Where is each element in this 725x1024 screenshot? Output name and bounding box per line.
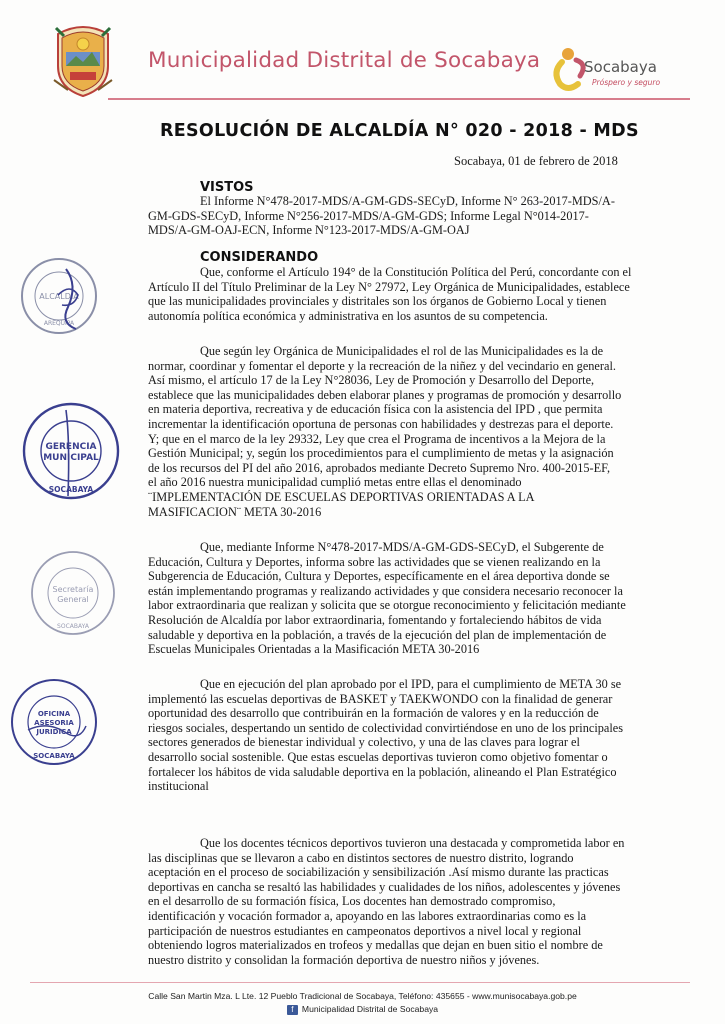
- vistos-paragraph: [148, 194, 654, 238]
- text-line: las disciplinas que se llevaron a cabo en distintos sectores de nuestro distrito, logrando: [148, 850, 574, 865]
- text-line: MASIFICACION¨ META 30-2016: [148, 504, 322, 519]
- text-line: Que, conforme el Artículo 194° de la Constitución Política del Perú, concordante con el: [200, 265, 632, 279]
- text-line: identificación y vocación formador a, apoyando en las labores extraordinarias como es la: [148, 908, 587, 923]
- resolution-title: RESOLUCIÓN DE ALCALDÍA N° 020 - 2018 - MDS: [160, 121, 639, 141]
- footer-social: [0, 1004, 725, 1015]
- text-line: autonomía política económica y administrativa en los asuntos de su competencia.: [148, 308, 548, 323]
- footer-divider: [30, 982, 690, 983]
- text-line: están implementando programas y realizando actividades y que considera necesario reconocer la: [148, 583, 623, 598]
- text-line: ¨IMPLEMENTACIÓN DE ESCUELAS DEPORTIVAS ORIENTADAS A LA: [148, 489, 535, 504]
- text-line: institucional: [148, 779, 209, 794]
- text-line: Y; que en el marco de la ley 29332, Ley que crea el Programa de incentivos a la Mejora de la: [148, 431, 606, 446]
- considerando-paragraph: [148, 836, 654, 967]
- date-line: Socabaya, 01 de febrero de 2018: [454, 154, 618, 168]
- text-line: Que los docentes técnicos deportivos tuvieron una destacada y comprometida labor en: [200, 836, 625, 850]
- text-line: implementó las escuelas deportivas de BASKET y TAEKWONDO con la finalidad de generar: [148, 691, 613, 706]
- considerando-paragraph: [148, 344, 654, 519]
- text-line: Así mismo, el artículo 17 de la Ley N°28036, Ley de Promoción y Desarrollo del Deporte,: [148, 373, 595, 388]
- considerando-paragraph: [148, 540, 654, 657]
- text-line: Gestión Municipal; y, según los procedimientos para el cumplimiento de metas y la asignación: [148, 446, 614, 461]
- text-line: Que, mediante Informe N°478-2017-MDS/A-GM-GDS-SECyD, el Subgerente de: [200, 540, 604, 554]
- facebook-icon: f: [287, 1005, 298, 1015]
- text-line: Subgerencia de Educación, Cultura y Deportes, específicamente en el área deportiva donde se: [148, 569, 610, 584]
- text-line: saludable y deportiva en la población, a través de la ejecución del plan de implementación de: [148, 627, 607, 642]
- text-line: establece que las municipalidades deben elaborar planes y programas de promoción y desarrollo: [148, 387, 622, 402]
- header-divider: [108, 98, 690, 100]
- text-line: el año 2016 nuestra municipalidad cumplió metas entre ellas el denominado: [148, 475, 522, 490]
- stamp-bottom-text: SOCABAYA: [57, 623, 89, 630]
- text-line: desarrollo social sostenible. Que estas escuelas deportivas tuvieron como objetivo fomentar o: [148, 749, 608, 764]
- text-line: GM-GDS-SECyD, Informe N°256-2017-MDS/A-GM-GDS; Informe Legal N°014-2017-: [148, 208, 589, 223]
- footer-social-name: Municipalidad Distrital de Socabaya: [301, 1004, 439, 1014]
- gerencia-municipal-stamp: [20, 400, 122, 502]
- stamp-center-text: General: [57, 595, 89, 604]
- stamp-bottom-text: SOCABAYA: [33, 752, 75, 760]
- text-line: fortalecer los hábitos de vida saludable deportiva en la población, alineando el Plan Estratégico: [148, 764, 617, 779]
- considerando-heading: CONSIDERANDO: [200, 250, 319, 265]
- text-line: sectores generados de bienestar individual y colectivo, y una de las claves para lograr el: [148, 735, 580, 750]
- text-line: Educación, Cultura y Deportes, informa sobre las actividades que se vienen realizando en la: [148, 554, 601, 569]
- brand-name: Socabaya: [584, 58, 657, 76]
- municipality-name: Municipalidad Distrital de Socabaya: [148, 48, 541, 73]
- text-line: Que según ley Orgánica de Municipalidades el rol de las Municipalidades es la de: [200, 344, 604, 358]
- text-line: en materia deportiva, recreativa y de educación física con la asistencia del IPD , que permita: [148, 402, 603, 417]
- brand-tagline: Próspero y seguro: [592, 78, 661, 87]
- text-line: Artículo II del Título Preliminar de la Ley N° 27972, Ley Orgánica de Municipalidades, establece: [148, 279, 630, 294]
- text-line: El Informe N°478-2017-MDS/A-GM-GDS-SECyD, Informe N° 263-2017-MDS/A-: [200, 194, 615, 208]
- secretaria-general-stamp: [28, 548, 118, 638]
- stamp-bottom-text: AREQUIPA: [43, 320, 75, 327]
- text-line: Que en ejecución del plan aprobado por el IPD, para el cumplimiento de META 30 se: [200, 677, 622, 691]
- text-line: normar, coordinar y fomentar el deporte y la recreación de la niñez y del vecindario en general.: [148, 358, 616, 373]
- stamp-center-text: JURIDICA: [36, 728, 72, 736]
- text-line: labor extraordinaria que realizan y solicita que se otorgue reconocimiento y felicitación mediante: [148, 598, 626, 613]
- stamp-center-text: ASESORIA: [34, 719, 74, 727]
- text-line: nuestro distrito y consolidan la formación deportiva de nuestro niños y jóvenes.: [148, 952, 540, 967]
- text-line: MDS/A-GM-OAJ-ECN, Informe N°123-2017-MDS/A-GM-OAJ: [148, 223, 470, 238]
- alcaldia-stamp: [18, 255, 100, 337]
- considerando-paragraph: [148, 677, 654, 794]
- text-line: aceptación en el proceso de sociabilización y sensibilización .Así mismo durante las practicas: [148, 865, 609, 880]
- stamp-center-text: GERENCIA: [45, 442, 97, 452]
- asesoria-juridica-stamp: [8, 676, 100, 768]
- text-line: en el desarrollo de su formación física, Los docentes han demostrado compromiso,: [148, 894, 556, 909]
- text-line: riesgos sociales, despertando un sentido de colectividad convirtiéndose en uno de los principales: [148, 720, 624, 735]
- text-line: Escuelas Municipales Orientadas a la Masificación META 30-2016: [148, 642, 480, 657]
- text-line: deportivas en cancha se resaltó las habilidades y cualidades de los niños, adolescentes y jóvenes: [148, 879, 621, 894]
- stamp-center-text: OFICINA: [37, 710, 71, 718]
- vistos-heading: VISTOS: [200, 180, 254, 195]
- text-line: incrementar la identificación oportuna de personas con habilidades y destrezas para el deporte.: [148, 416, 614, 431]
- municipal-crest-logo: [52, 22, 114, 98]
- text-line: participación de nuestros estudiantes en campeonatos deportivos a nivel local y regional: [148, 923, 582, 938]
- text-line: obteniendo logros materializados en trofeos y medallas que dejan en buen sitio el nombre de: [148, 938, 603, 953]
- stamp-center-text: MUNICIPAL: [43, 453, 99, 463]
- text-line: Resolución de Alcaldía por labor extraordinaria, fomentando y fortaleciendo hábitos de vida: [148, 612, 602, 627]
- text-line: oportunidad des desarrollo que contribuirán en la formación de valores y en la reducción de: [148, 706, 599, 721]
- text-line: de los recursos del PI del año 2016, aprobados mediante Decreto Supremo Nro. 400-2015-EF,: [148, 460, 611, 475]
- stamp-center-text: ALCALDÍA: [39, 292, 79, 301]
- footer-address: Calle San Martin Mza. L Lte. 12 Pueblo Tradicional de Socabaya, Teléfono: 435655 - www.munisocabaya.gob.pe: [148, 991, 577, 1001]
- stamp-bottom-text: SOCABAYA: [48, 485, 94, 494]
- considerando-paragraph: [148, 265, 654, 323]
- stamp-center-text: Secretaría: [52, 585, 94, 594]
- text-line: que las municipalidades provinciales y distritales son los órganos de Gobierno Local y tienen: [148, 294, 607, 309]
